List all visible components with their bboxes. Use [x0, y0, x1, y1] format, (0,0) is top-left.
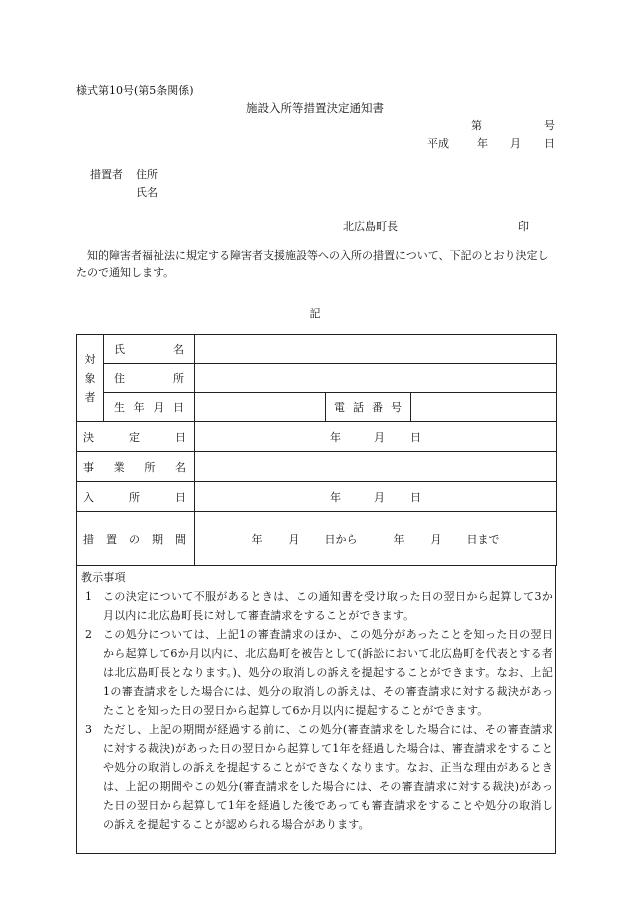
target-person-label: 対 象 者	[77, 335, 104, 422]
birthdate-value	[195, 393, 326, 422]
date-era: 平成	[427, 137, 449, 150]
note-number: 1	[85, 590, 93, 603]
address-label: 住 所	[104, 364, 195, 393]
number-go: 号	[544, 119, 555, 132]
facility-name-value	[195, 452, 557, 482]
name-label: 氏 名	[104, 335, 195, 364]
document-title: 施設入所等措置決定通知書	[246, 101, 384, 115]
notes-heading: 教示事項	[81, 571, 126, 584]
note-text: ただし、上記の期間が経過する前に、この処分(審査請求をした場合には、その審査請求に対する裁決)があった日の翌日から起算して1年を経過した場合は、審査請求をすることや処分の取消しの訴えを提起することができなくなります。なお、正当な理由があるときは、上記の期間やこの処分(審査請求をした場合には、その審査請求に対する裁決)があった日の翌日から起算して1年を経過した後であっても審査請求をすることや処分の取消しの訴えを提起することが認められる場合があります。	[103, 723, 553, 831]
note-item	[77, 587, 555, 625]
number-dai: 第	[471, 119, 482, 132]
birthdate-label: 生 年 月 日	[104, 393, 195, 422]
note-number: 2	[85, 628, 93, 641]
phone-label: 電 話 番 号	[326, 393, 411, 422]
admission-date-label: 入 所 日	[77, 482, 195, 512]
address-value	[195, 364, 557, 393]
form-number: 様式第10号(第5条関係)	[76, 84, 194, 97]
notice-body: 知的障害者福祉法に規定する障害者支援施設等への入所の措置について、下記のとおり決定したので通知します。	[76, 249, 549, 279]
recipient-name-label: 氏名	[136, 186, 158, 199]
decision-date-label: 決 定 日	[77, 422, 195, 452]
note-text: この決定について不服があるときは、この通知書を受け取った日の翌日から起算して3か月以内に北広島町長に対して審査請求をすることができます。	[103, 590, 553, 622]
note-number: 3	[85, 723, 93, 736]
phone-value	[411, 393, 557, 422]
decision-table	[76, 334, 557, 566]
issuer-mayor: 北広島町長	[343, 220, 398, 233]
period-value: 年 月 日から 年 月 日まで	[195, 512, 557, 566]
recipient-label: 措置者	[90, 168, 123, 181]
date-year: 年	[477, 137, 488, 150]
admission-date-value: 年 月 日	[195, 482, 557, 512]
note-item	[77, 625, 555, 720]
decision-date-value: 年 月 日	[195, 422, 557, 452]
note-text: この処分については、上記1の審査請求のほか、この処分があったことを知った日の翌日から起算して6か月以内に、北広島町を被告として(訴訟において北広島町を代表とする者は北広島町長となります。)、処分の取消しの訴えを提起することができます。なお、上記1の審査請求をした場合には、処分の取消しの訴えは、その審査請求に対する裁決があったことを知った日の翌日から起算して6か月以内に提起することができます。	[103, 628, 553, 717]
date-day: 日	[544, 137, 555, 150]
note-item	[77, 720, 555, 834]
period-label: 措 置 の 期 間	[77, 512, 195, 566]
date-month: 月	[510, 137, 521, 150]
seal-mark: 印	[518, 220, 529, 233]
ki-heading: 記	[309, 307, 321, 320]
facility-name-label: 事 業 所 名	[77, 452, 195, 482]
name-value	[195, 335, 557, 364]
recipient-address-label: 住所	[136, 168, 158, 181]
instruction-notes	[76, 566, 556, 854]
